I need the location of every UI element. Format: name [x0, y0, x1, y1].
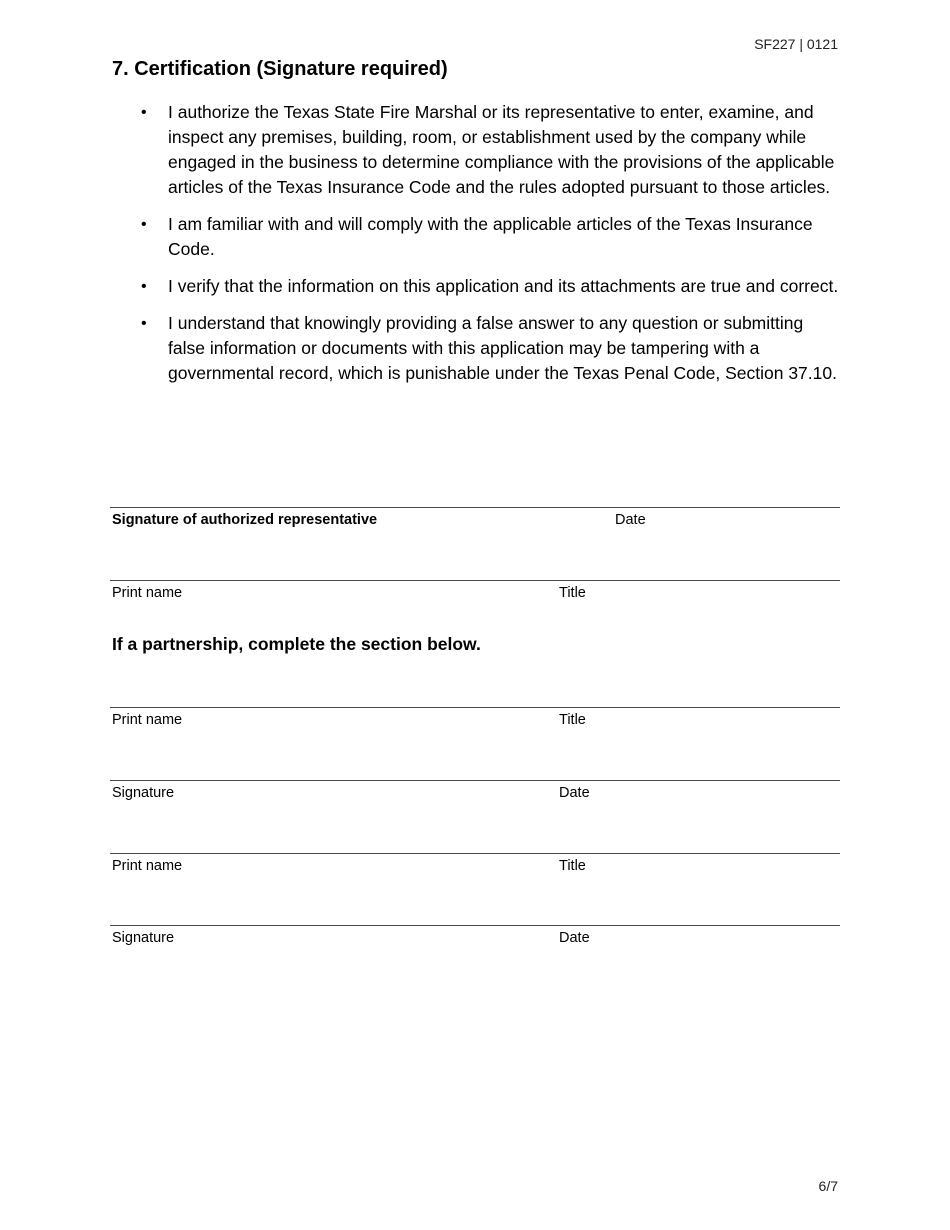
form-code: SF227 | 0121 — [754, 36, 838, 52]
signature-label: Signature — [112, 930, 175, 946]
section-title: 7. Certification (Signature required) — [112, 58, 448, 80]
print-name-label: Print name — [112, 858, 183, 874]
certification-text: I understand that knowingly providing a false answer to any question or submitting false information or documents with this application may be tampering with a governmental record, which is punishable under the Texas Penal Code, Section 37.10. — [168, 313, 837, 383]
date-label: Date — [559, 785, 590, 801]
date-label: Date — [615, 512, 646, 528]
certification-item — [112, 311, 842, 386]
print-name-label: Print name — [112, 585, 183, 601]
partner-signature-field[interactable] — [110, 780, 840, 805]
certification-text: I verify that the information on this application and its attachments are true and correct. — [168, 276, 839, 296]
certification-list — [112, 100, 842, 398]
certification-text: I am familiar with and will comply with the applicable articles of the Texas Insurance Code. — [168, 214, 813, 259]
signature-label: Signature — [112, 785, 175, 801]
certification-text: I authorize the Texas State Fire Marshal or its representative to enter, examine, and inspect any premises, building, room, or establishment used by the company while engaged in the business to determine compliance with the provisions of the applicable articles of the Texas Insurance Code and the rules adopted pursuant to those articles. — [168, 102, 835, 197]
bullet-icon: • — [141, 315, 147, 332]
partner-name-field[interactable] — [110, 853, 840, 878]
bullet-icon: • — [141, 104, 147, 121]
signature-label: Signature of authorized representative — [112, 512, 378, 528]
partnership-heading: If a partnership, complete the section below. — [112, 634, 481, 654]
authorized-name-field[interactable] — [110, 580, 840, 605]
title-label: Title — [559, 585, 586, 601]
certification-item — [112, 212, 842, 262]
partner-signature-field[interactable] — [110, 925, 840, 950]
authorized-signature-field[interactable] — [110, 507, 840, 532]
page-number: 6/7 — [818, 1178, 838, 1194]
certification-item — [112, 274, 842, 299]
title-label: Title — [559, 712, 586, 728]
title-label: Title — [559, 858, 586, 874]
certification-item — [112, 100, 842, 200]
bullet-icon: • — [141, 278, 147, 295]
date-label: Date — [559, 930, 590, 946]
partner-name-field[interactable] — [110, 707, 840, 732]
bullet-icon: • — [141, 216, 147, 233]
print-name-label: Print name — [112, 712, 183, 728]
